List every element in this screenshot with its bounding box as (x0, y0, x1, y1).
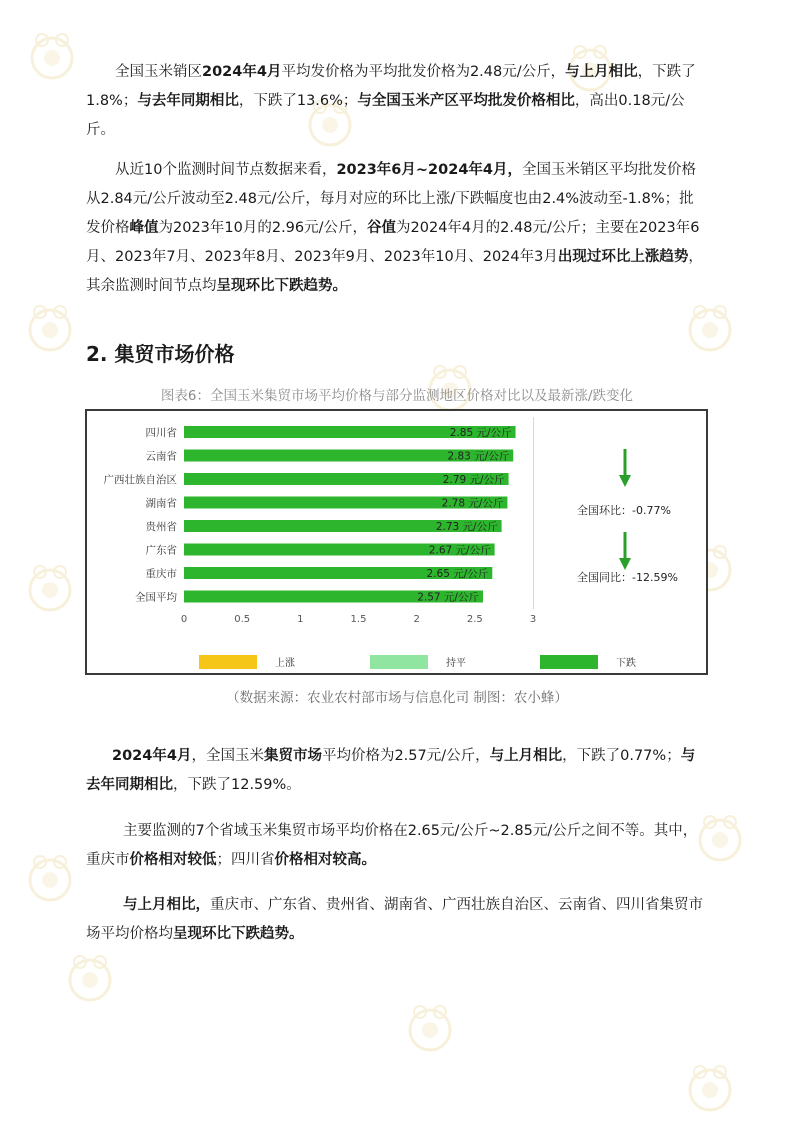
x-tick-label: 2.5 (466, 614, 483, 625)
body-text: ，下跌了0.77%； (562, 748, 681, 764)
watermark-bee-icon (680, 1060, 740, 1120)
body-text: ，全国玉米 (191, 748, 264, 764)
x-tick-label: 0.5 (234, 614, 251, 625)
body-text: ，下跌了1.8%； (86, 64, 696, 109)
emphasis-text: 呈现环比下跌趋势。 (216, 278, 347, 294)
emphasis-text: 2023年6月~2024年4月， (336, 162, 522, 178)
body-text: 为2023年10月的2.96元/公斤， (158, 220, 368, 236)
data-label: 2.78 元/公斤 (441, 497, 504, 510)
watermark-bee-icon (20, 850, 80, 910)
watermark-bee-icon (22, 28, 82, 88)
data-label: 2.67 元/公斤 (428, 544, 491, 557)
body-text: 为2024年4月的2.48元/公斤；主要在2023年6月、2023年7月、2023年8月、2023年9月、2023年10月、2024年3月 (86, 220, 700, 265)
paragraph-sales-region-price (86, 58, 708, 145)
body-text: 主要监测的7个省域玉米集贸市场平均价格在2.65元/公斤~2.85元/公斤之间不等。其中，重庆市 (86, 823, 698, 868)
body-text: 全国玉米销区平均批发价格从2.84元/公斤波动至2.48元/公斤，每月对应的环比上涨/下跌幅度也由2.4%波动至-1.8%；批发价格 (86, 162, 696, 236)
emphasis-text: 价格相对较低 (129, 852, 217, 868)
body-text: 全国玉米销区 (115, 64, 202, 80)
legend-label: 持平 (446, 658, 466, 669)
category-label: 广西壮族自治区 (103, 474, 177, 486)
body-text: 重庆市、广东省、贵州省、湖南省、广西壮族自治区、云南省、四川省集贸市场平均价格均 (86, 897, 703, 942)
category-label: 重庆市 (145, 568, 177, 580)
down-arrow-head-icon (619, 475, 631, 487)
emphasis-text: 出现过环比上涨趋势 (557, 249, 689, 265)
paragraph-market-summary (86, 742, 708, 800)
x-tick-label: 3 (529, 614, 537, 625)
emphasis-text: 与去年同期相比 (137, 93, 239, 109)
figure-source: （数据来源：农业农村部市场与信息化司 制图：农小蜂） (226, 690, 568, 706)
legend-swatch (540, 655, 598, 669)
watermark-bee-icon (20, 560, 80, 620)
body-text: 平均发价格为平均批发价格为2.48元/公斤， (281, 64, 566, 80)
down-arrow-head-icon (619, 558, 631, 570)
emphasis-text: 2024年4月 (112, 748, 192, 764)
data-label: 2.79 元/公斤 (442, 474, 505, 486)
bar-chart (87, 411, 706, 673)
annotation-label: 全国环比：-0.77% (577, 504, 671, 517)
category-label: 贵州省 (145, 521, 177, 533)
emphasis-text: 呈现环比下跌趋势。 (173, 926, 304, 942)
body-text: ，下跌了12.59%。 (173, 777, 301, 793)
paragraph-ten-period-trend (86, 156, 708, 301)
body-text: ，其余监测时间节点均 (86, 249, 703, 294)
emphasis-text: 谷值 (367, 220, 397, 236)
x-tick-label: 1.5 (350, 614, 367, 625)
x-tick-label: 2 (413, 614, 420, 625)
data-label: 2.83 元/公斤 (447, 450, 510, 463)
legend-swatch (370, 655, 428, 669)
legend-label: 下跌 (616, 658, 636, 669)
emphasis-text: 价格相对较高。 (274, 852, 376, 868)
body-text: ，下跌了13.6%； (238, 93, 358, 109)
figure-title: 图表6：全国玉米集贸市场平均价格与部分监测地区价格对比以及最新涨/跌变化 (160, 388, 634, 404)
watermark-bee-icon (680, 300, 740, 360)
paragraph-province-range (86, 817, 708, 875)
data-label: 2.57 元/公斤 (417, 591, 479, 604)
category-label: 全国平均 (135, 591, 177, 604)
emphasis-text: 与全国玉米产区平均批发价格相比 (357, 93, 575, 109)
data-label: 2.73 元/公斤 (435, 521, 498, 533)
legend-label: 上涨 (275, 658, 295, 669)
watermark-bee-icon (400, 1000, 460, 1060)
emphasis-text: 集贸市场 (263, 748, 322, 764)
body-text: ，高出0.18元/公斤。 (86, 93, 685, 138)
legend-swatch (199, 655, 257, 669)
chart-container (85, 409, 708, 675)
data-label: 2.85 元/公斤 (449, 427, 512, 439)
watermark-bee-icon (20, 300, 80, 360)
category-label: 四川省 (145, 427, 177, 439)
watermark-bee-icon (60, 950, 120, 1010)
emphasis-text: 与上月相比， (123, 897, 210, 913)
body-text: 平均价格为2.57元/公斤， (321, 748, 490, 764)
category-label: 云南省 (145, 450, 177, 463)
category-label: 湖南省 (145, 497, 177, 510)
data-label: 2.65 元/公斤 (426, 568, 489, 580)
x-tick-label: 1 (297, 614, 304, 625)
paragraph-month-change (86, 891, 708, 949)
emphasis-text: 2024年4月 (202, 64, 282, 80)
category-label: 广东省 (145, 544, 177, 557)
section-heading: 2. 集贸市场价格 (86, 342, 235, 366)
emphasis-text: 与上月相比 (565, 64, 638, 80)
annotation-label: 全国同比：-12.59% (577, 571, 678, 584)
emphasis-text: 与去年同期相比 (86, 748, 696, 793)
x-tick-label: 0 (180, 614, 188, 625)
body-text: ；四川省 (216, 852, 275, 868)
emphasis-text: 峰值 (129, 220, 159, 236)
emphasis-text: 与上月相比 (489, 748, 563, 764)
body-text: 从近10个监测时间节点数据来看， (115, 162, 337, 178)
